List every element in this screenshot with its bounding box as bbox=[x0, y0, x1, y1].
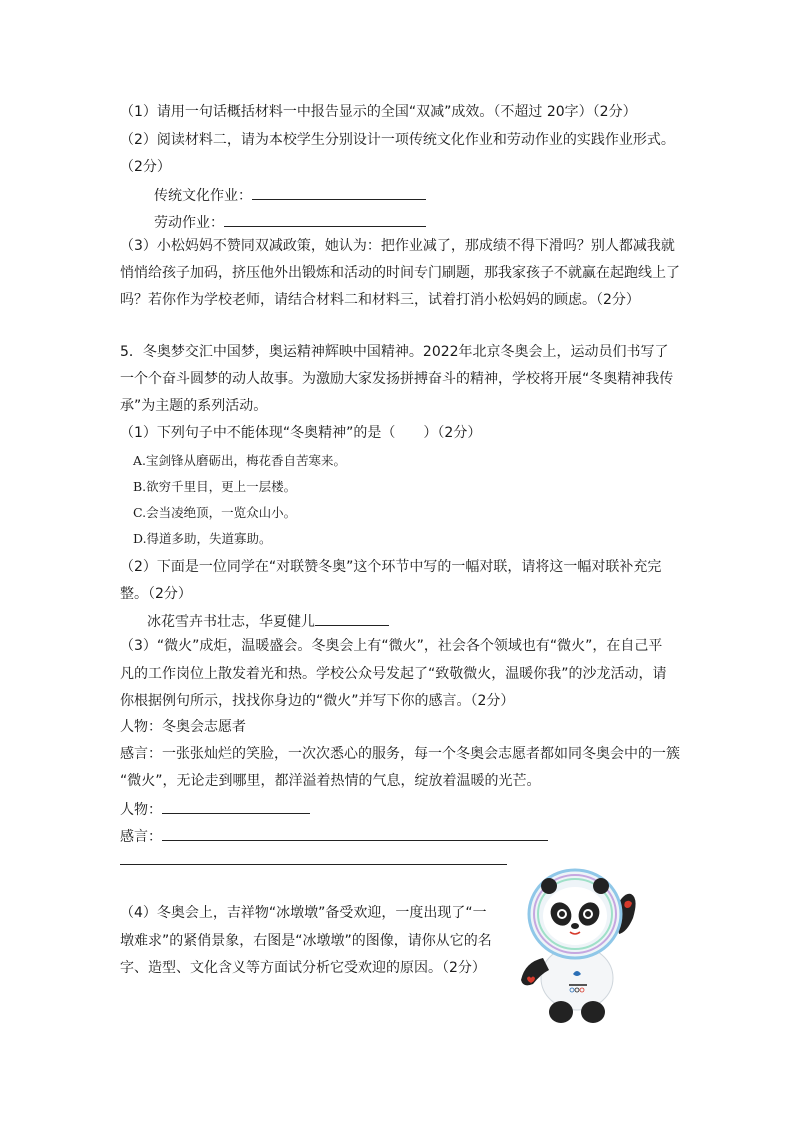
option-b: B.欲穷千里目，更上一层楼。 bbox=[133, 479, 297, 494]
labor-homework-blank[interactable] bbox=[224, 211, 426, 227]
question-5-2-line2: 整。（2分） bbox=[120, 586, 192, 602]
question-5-intro-line2: 一个个奋斗圆梦的动人故事。为激励大家发扬拼搏奋斗的精神，学校将开展“冬奥精神我传 bbox=[120, 371, 674, 387]
question-3-3-line3: 吗？若你作为学校老师，请结合材料二和材料三，试着打消小松妈妈的顾虑。（2分） bbox=[120, 292, 640, 308]
bing-dwen-dwen-mascot-image bbox=[515, 862, 645, 1027]
question-5-4-line3: 字、造型、文化含义等方面试分析它受欢迎的原因。（2分） bbox=[120, 960, 486, 976]
traditional-homework-label: 传统文化作业： bbox=[154, 188, 252, 204]
example-remark-line2: “微火”，无论走到哪里，都洋溢着热情的气息，绽放着温暖的光芒。 bbox=[120, 773, 541, 789]
couplet-blank[interactable] bbox=[315, 610, 389, 626]
question-5-1: （1）下列句子中不能体现“冬奥精神”的是（ ）（2分） bbox=[120, 425, 482, 441]
question-5-3-line1: （3）“微火”成炬，温暖盛会。冬奥会上有“微火”，社会各个领域也有“微火”，在自己平 bbox=[120, 638, 663, 654]
question-5-intro-line3: 承”为主题的系列活动。 bbox=[120, 398, 268, 414]
question-5-3-line3: 你根据例句所示，找找你身边的“微火”并写下你的感言。（2分） bbox=[120, 693, 515, 709]
couplet-text: 冰花雪卉书壮志，华夏健儿 bbox=[147, 614, 315, 630]
example-remark-line1: 感言：一张张灿烂的笑脸，一次次悉心的服务，每一个冬奥会志愿者都如同冬奥会中的一簇 bbox=[120, 746, 680, 762]
question-5-intro-line1: 5．冬奥梦交汇中国梦，奥运精神辉映中国精神。2022年北京冬奥会上，运动员们书写了 bbox=[120, 344, 669, 360]
question-5-3-line2: 凡的工作岗位上散发着光和热。学校公众号发起了“致敬微火，温暖你我”的沙龙活动，请 bbox=[120, 666, 667, 682]
example-person: 人物：冬奥会志愿者 bbox=[120, 719, 246, 735]
traditional-homework-blank[interactable] bbox=[252, 184, 426, 200]
question-3-1: （1）请用一句话概括材料一中报告显示的全国“双减”成效。（不超过 20字）（2分） bbox=[120, 104, 637, 120]
couplet-row bbox=[147, 610, 389, 632]
remark-label: 感言： bbox=[120, 829, 162, 845]
question-3-3-line1: （3）小松妈妈不赞同双减政策，她认为：把作业减了，那成绩不得下滑吗？别人都减我就 bbox=[120, 238, 675, 254]
question-5-4-line2: 墩难求”的紧俏景象，右图是“冰墩墩”的图像，请你从它的名 bbox=[120, 933, 492, 949]
option-c: C.会当凌绝顶，一览众山小。 bbox=[133, 505, 297, 520]
person-blank[interactable] bbox=[162, 798, 310, 814]
question-3-2-line2: （2分） bbox=[120, 159, 171, 175]
person-label: 人物： bbox=[120, 802, 162, 818]
traditional-homework-row bbox=[154, 184, 426, 206]
question-5-4-line1: （4）冬奥会上，吉祥物“冰墩墩”备受欢迎，一度出现了“一 bbox=[120, 905, 487, 921]
remark-blank[interactable] bbox=[162, 825, 548, 841]
labor-homework-label: 劳动作业： bbox=[154, 215, 224, 231]
question-3-3-line2: 悄悄给孩子加码，挤压他外出锻炼和活动的时间专门刷题，那我家孩子不就赢在起跑线上了 bbox=[120, 265, 680, 281]
option-d: D.得道多助，失道寡助。 bbox=[133, 531, 272, 546]
person-row bbox=[120, 798, 310, 820]
question-5-2-line1: （2）下面是一位同学在“对联赞冬奥”这个环节中写的一幅对联，请将这一幅对联补充完 bbox=[120, 559, 662, 575]
labor-homework-row bbox=[154, 211, 426, 233]
remark-blank-line2[interactable] bbox=[120, 864, 507, 865]
remark-row bbox=[120, 825, 548, 847]
question-3-2-line1: （2）阅读材料二，请为本校学生分别设计一项传统文化作业和劳动作业的实践作业形式。 bbox=[120, 132, 675, 148]
option-a: A.宝剑锋从磨砺出，梅花香自苦寒来。 bbox=[133, 453, 347, 468]
